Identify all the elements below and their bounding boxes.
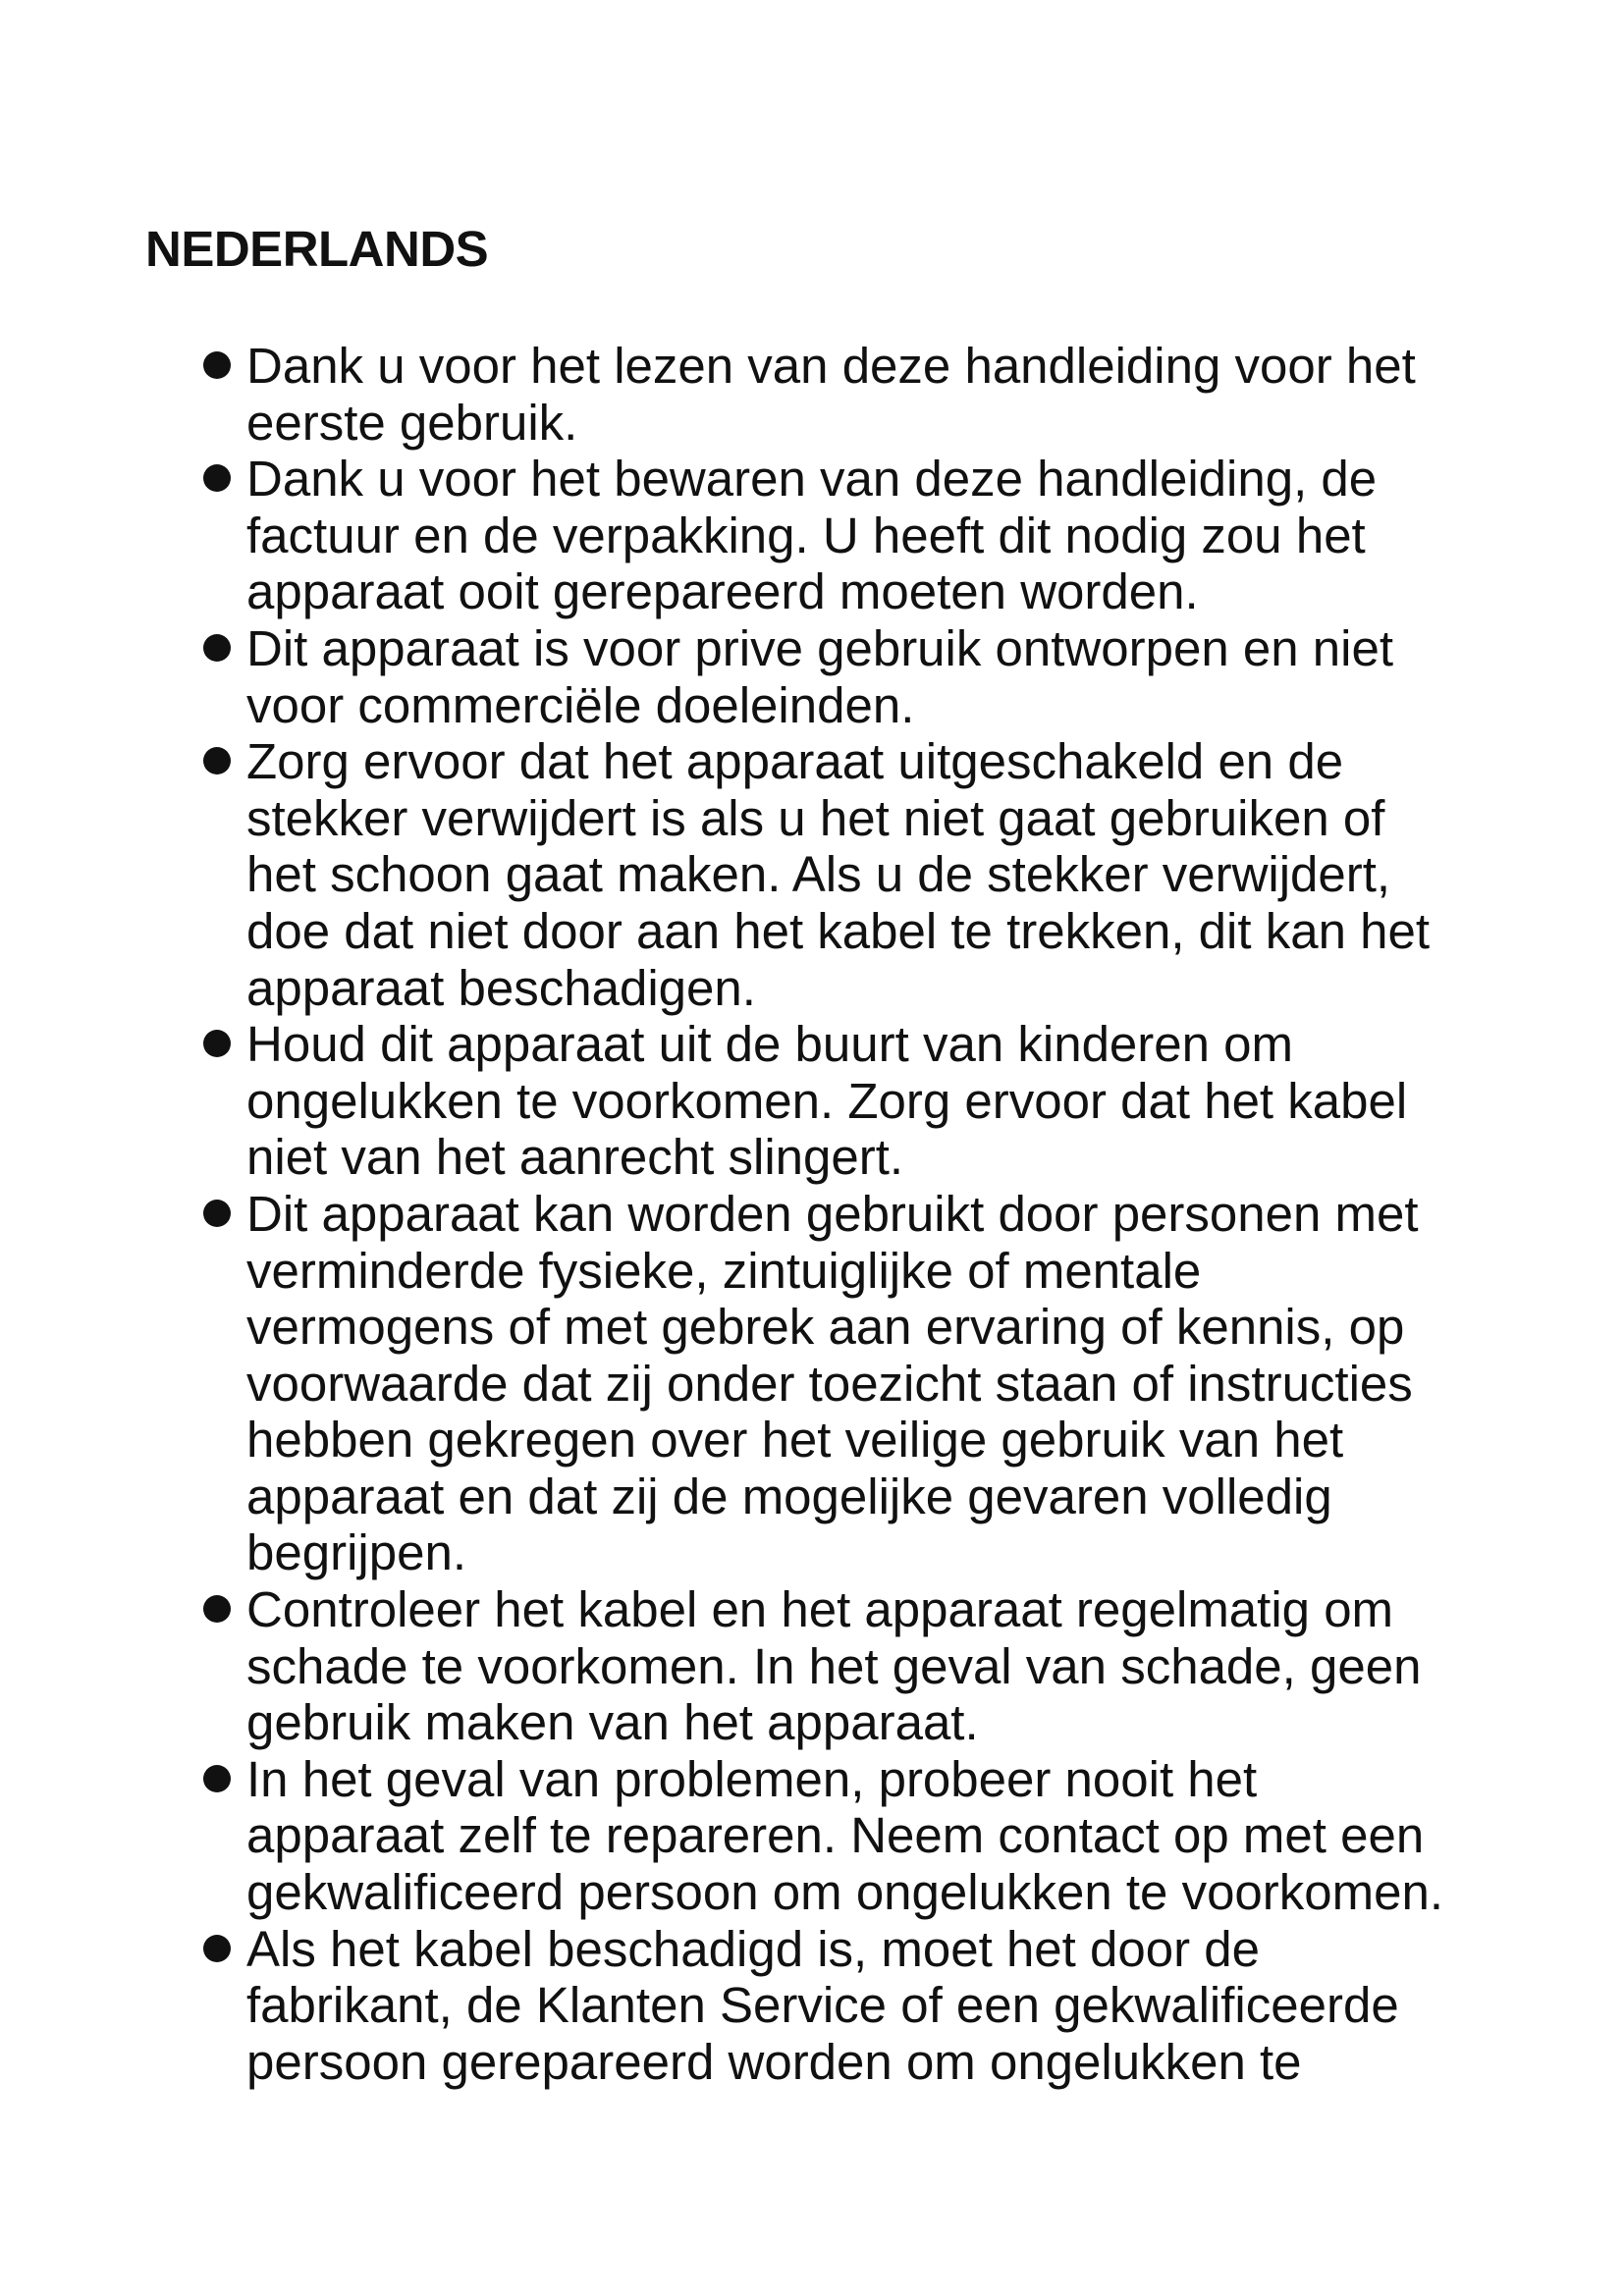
- list-item-text-line: doe dat niet door aan het kabel te trekken, dit kan het: [246, 902, 1430, 959]
- list-item-text-line: gekwalificeerd persoon om ongelukken te voorkomen.: [246, 1864, 1444, 1921]
- list-item-text-line: vermogens of met gebrek aan ervaring of kennis, op: [246, 1299, 1405, 1356]
- list-item-text-line: Dit apparaat is voor prive gebruik ontworpen en niet: [246, 619, 1393, 676]
- bullet-dot-icon: [203, 351, 231, 379]
- list-item: [195, 338, 1501, 451]
- list-item-text-line: apparaat beschadigen.: [246, 959, 756, 1016]
- list-item-text-line: In het geval van problemen, probeer nooit het: [246, 1750, 1258, 1807]
- list-item-text-line: Als het kabel beschadigd is, moet het door de: [246, 1920, 1260, 1977]
- bullet-dot-icon: [203, 1200, 231, 1227]
- list-item-text-line: apparaat ooit gerepareerd moeten worden.: [246, 563, 1199, 620]
- list-item-text-line: Zorg ervoor dat het apparaat uitgeschakeld en de: [246, 733, 1344, 790]
- bullet-dot-icon: [203, 1030, 231, 1057]
- list-item-text-line: voor commerciële doeleinden.: [246, 676, 915, 733]
- bullet-dot-icon: [203, 464, 231, 492]
- bullet-dot-icon: [203, 1765, 231, 1792]
- list-item-text-line: apparaat zelf te repareren. Neem contact op met een: [246, 1807, 1425, 1864]
- list-item-text-line: begrijpen.: [246, 1524, 466, 1581]
- list-item: [195, 1751, 1501, 1921]
- list-item-text-line: fabrikant, de Klanten Service of een gekwalificeerde: [246, 1977, 1399, 2034]
- section-heading: NEDERLANDS: [145, 221, 489, 277]
- bullet-dot-icon: [203, 1595, 231, 1623]
- bullet-dot-icon: [203, 747, 231, 774]
- list-item-text-line: gebruik maken van het apparaat.: [246, 1694, 979, 1751]
- list-item: [195, 1016, 1501, 1186]
- list-item: [195, 1581, 1501, 1751]
- list-item-text-line: eerste gebruik.: [246, 394, 578, 451]
- list-item-text-line: Dank u voor het bewaren van deze handleiding, de: [246, 451, 1378, 507]
- list-item-text-line: ongelukken te voorkomen. Zorg ervoor dat het kabel: [246, 1072, 1408, 1129]
- list-item: [195, 1921, 1501, 2091]
- list-item: [195, 451, 1501, 620]
- list-item-text-line: niet van het aanrecht slingert.: [246, 1129, 904, 1186]
- bullet-dot-icon: [203, 1935, 231, 1962]
- list-item-text-line: factuur en de verpakking. U heeft dit nodig zou het: [246, 507, 1366, 563]
- list-item-text-line: Houd dit apparaat uit de buurt van kinderen om: [246, 1016, 1294, 1073]
- list-item-text-line: schade te voorkomen. In het geval van schade, geen: [246, 1637, 1422, 1694]
- list-item-text-line: Dit apparaat kan worden gebruikt door personen met: [246, 1185, 1419, 1242]
- list-item: [195, 620, 1501, 733]
- list-item-text-line: Dank u voor het lezen van deze handleiding voor het: [246, 338, 1416, 394]
- list-item-text-line: voorwaarde dat zij onder toezicht staan of instructies: [246, 1355, 1413, 1412]
- list-item-text-line: het schoon gaat maken. Als u de stekker verwijdert,: [246, 846, 1391, 903]
- bullet-dot-icon: [203, 634, 231, 662]
- list-item-text-line: stekker verwijdert is als u het niet gaat gebruiken of: [246, 789, 1385, 846]
- list-item-text-line: persoon gerepareerd worden om ongelukken te: [246, 2033, 1302, 2090]
- list-item: [195, 733, 1501, 1016]
- list-item-text-line: Controleer het kabel en het apparaat regelmatig om: [246, 1581, 1394, 1638]
- list-item-text-line: verminderde fysieke, zintuiglijke of mentale: [246, 1242, 1202, 1299]
- list-item-text-line: hebben gekregen over het veilige gebruik van het: [246, 1412, 1344, 1468]
- list-item-text-line: apparaat en dat zij de mogelijke gevaren volledig: [246, 1468, 1332, 1524]
- list-item: [195, 1186, 1501, 1581]
- safety-instructions-list: [195, 338, 1501, 2090]
